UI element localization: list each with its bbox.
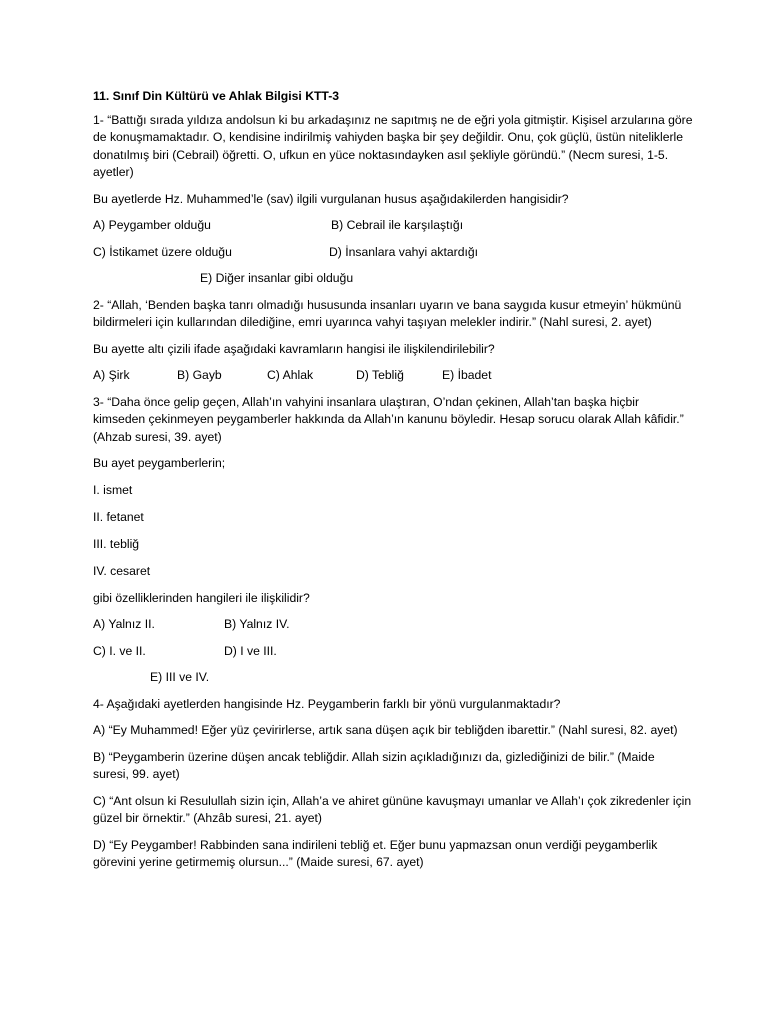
- q1-option-c[interactable]: C) İstikamet üzere olduğu: [93, 244, 232, 259]
- q1-option-b[interactable]: B) Cebrail ile karşılaştığı: [331, 218, 464, 232]
- q1-options-row-1: [93, 217, 693, 235]
- q2-option-b[interactable]: B) Gayb: [177, 368, 222, 382]
- q3-options-row-3: [93, 669, 693, 687]
- q2-options-row: [93, 367, 693, 385]
- q4-option-b[interactable]: B) “Peygamberin üzerine düşen ancak tebliğdir. Allah sizin açıkladığınızı da, gizlediğinizi de bilir.” (Maide suresi, 99. ayet): [93, 749, 655, 781]
- q4-option-d[interactable]: D) “Ey Peygamber! Rabbinden sana indirileni tebliğ et. Eğer bunu yapmazsan onun verdiği peygamberlik görevini yerine getirmemiş olursun...” (Maide suresi, 67. ayet): [93, 837, 658, 869]
- q1-option-a[interactable]: A) Peygamber olduğu: [93, 218, 211, 232]
- q2-option-e[interactable]: E) İbadet: [442, 368, 492, 382]
- q1-option-e[interactable]: E) Diğer insanlar gibi olduğu: [200, 271, 354, 285]
- q1-text: 1- “Battığı sırada yıldıza andolsun ki bu arkadaşınız ne sapıtmış ne de eğri yola gitmiştir. Kişisel arzularına göre de konuşmamaktadır. O, kendisine indirilmiş vahiyden başka bir şey değildir. Onu, çok güçlü, üstün niteliklerle donatılmış biri (Cebrail) öğretti. O, ufkun en yüce noktasındayken asıl şekliyle göründü.” (Necm suresi, 1-5. ayetler): [93, 112, 693, 179]
- q2-option-a[interactable]: A) Şirk: [93, 368, 130, 382]
- q3-question: gibi özelliklerinden hangileri ile ilişkilidir?: [93, 590, 310, 605]
- q3-option-a[interactable]: A) Yalnız II.: [93, 617, 155, 631]
- q3-item-4: IV. cesaret: [93, 563, 151, 578]
- q1-options-row-3: [93, 270, 693, 288]
- q4-option-c[interactable]: C) “Ant olsun ki Resulullah sizin için, Allah’a ve ahiret gününe kavuşmayı umanlar ve Allah’ı çok zikredenler için güzel bir örnektir.” (Ahzâb suresi, 21. ayet): [93, 793, 692, 825]
- exam-title: 11. Sınıf Din Kültürü ve Ahlak Bilgisi KTT-3: [93, 89, 340, 103]
- q3-item-1: I. ismet: [93, 482, 133, 497]
- q2-text: 2- “Allah, ‘Benden başka tanrı olmadığı hususunda insanları uyarın ve bana saygıda kusur etmeyin’ hükmünü bildirmeleri için kullarından dilediğine, emri uyarınca vahyi taşıyan melekler indirir.” (Nahl suresi, 2. ayet): [93, 297, 682, 329]
- q3-options-row-1: [93, 616, 693, 634]
- q1-question: Bu ayetlerde Hz. Muhammed’le (sav) ilgili vurgulanan husus aşağıdakilerden hangisidir?: [93, 191, 569, 206]
- q3-text: 3- “Daha önce gelip geçen, Allah’ın vahyini insanlara ulaştıran, O’ndan çekinen, Allah’tan başka hiçbir kimseden çekinmeyen peygamberler hakkında da Allah’ın kanunu böyledir. Hesap sorucu olarak Allah kâfidir.” (Ahzab suresi, 39. ayet): [93, 394, 684, 444]
- q2-question: Bu ayette altı çizili ifade aşağıdaki kavramların hangisi ile ilişkilendirilebilir?: [93, 341, 495, 356]
- q3-option-d[interactable]: D) I ve III.: [224, 643, 277, 658]
- q3-intro: Bu ayet peygamberlerin;: [93, 456, 226, 470]
- q3-option-e[interactable]: E) III ve IV.: [150, 670, 210, 684]
- exam-page: [93, 88, 693, 881]
- q3-item-2: II. fetanet: [93, 509, 144, 524]
- q3-option-b[interactable]: B) Yalnız IV.: [224, 617, 290, 631]
- q3-option-c[interactable]: C) I. ve II.: [93, 643, 146, 658]
- q4-question: 4- Aşağıdaki ayetlerden hangisinde Hz. Peygamberin farklı bir yönü vurgulanmaktadır?: [93, 696, 561, 711]
- q3-options-row-2: [93, 643, 693, 661]
- q2-option-c[interactable]: C) Ahlak: [267, 368, 314, 382]
- q4-option-a[interactable]: A) “Ey Muhammed! Eğer yüz çevirirlerse, artık sana düşen açık bir tebliğden ibarettir.” (Nahl suresi, 82. ayet): [93, 723, 678, 737]
- q2-option-d[interactable]: D) Tebliğ: [356, 368, 404, 382]
- q1-option-d[interactable]: D) İnsanlara vahyi aktardığı: [329, 244, 479, 259]
- q1-options-row-2: [93, 244, 693, 262]
- q3-item-3: III. tebliğ: [93, 536, 140, 551]
